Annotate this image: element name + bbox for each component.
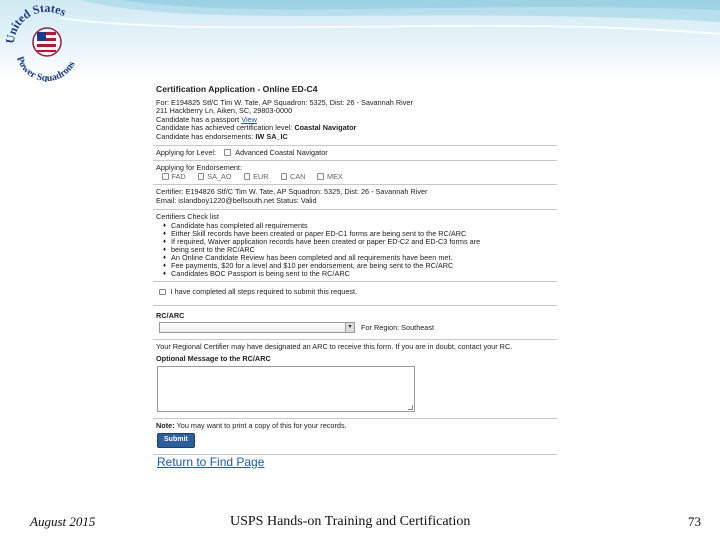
level-value: Coastal Navigator: [294, 123, 357, 133]
applicant-for-line: For: E194825 Stf/C Tim W. Tate, AP Squadron: 5325, Dist: 26 - Savannah River: [156, 97, 413, 107]
confirm-row: [156, 288, 557, 297]
region-text: For Region: Southeast: [361, 322, 435, 332]
endorsements-value: IW SA_IC: [255, 131, 288, 141]
regional-note: Your Regional Certifier may have designated an ARC to receive this form. If you are in doubt, contact your RC.: [156, 342, 513, 352]
divider: [153, 160, 557, 161]
divider: [153, 418, 557, 419]
certifier-line: Certifier: E194826 Stf/C Tim W. Tate, AP Squadron: 5325, Dist: 26 - Savannah River: [156, 187, 428, 197]
submit-button[interactable]: Submit: [157, 433, 195, 448]
checklist-item: ♦ Fee payments, $20 for a level and $10 per endorsement, are being sent to the RC/ARC: [165, 262, 557, 270]
divider: [153, 209, 557, 210]
footer-title: USPS Hands-on Training and Certification: [230, 514, 471, 529]
applying-level-label: Applying for Level:: [156, 147, 217, 157]
checklist-item: ♦ If required, Waiver application records have been created or paper ED-C2 and ED-C3 forms are: [165, 238, 557, 246]
confirm-label: I have completed all steps required to submit this request.: [170, 287, 358, 297]
application-screenshot: [153, 76, 557, 516]
endorsement-checkbox[interactable]: [244, 173, 251, 180]
checklist-item: ♦ Candidates BOC Passport is being sent to the RC/ARC: [165, 270, 557, 278]
message-label: Optional Message to the RC/ARC: [156, 353, 271, 363]
level-checkbox[interactable]: [224, 149, 231, 156]
endorsement-options: [156, 173, 557, 182]
divider: [153, 305, 557, 306]
print-note: You may want to print a copy of this for your records.: [176, 420, 347, 430]
checklist-item-continued: ♦ being sent to the RC/ARC: [165, 246, 557, 254]
confirm-checkbox[interactable]: [159, 289, 166, 296]
endorsement-option[interactable]: EUR: [238, 173, 269, 182]
dropdown-arrow-icon[interactable]: ▾: [345, 323, 354, 332]
return-to-find-page-link[interactable]: Return to Find Page: [157, 454, 265, 469]
checklist-item: ♦ An Online Candidate Review has been completed and all requirements have been met.: [165, 254, 557, 262]
endorsements-label: Candidate has endorsements:: [156, 131, 254, 141]
header-wave-band: [0, 0, 720, 40]
svg-text:Power Squadrons: Power Squadrons: [14, 55, 78, 82]
footer-date: August 2015: [30, 514, 96, 529]
divider: [153, 145, 557, 146]
rc-arc-select[interactable]: [159, 322, 355, 333]
passport-label: Candidate has a passport: [156, 114, 240, 124]
rc-arc-row: [156, 322, 557, 333]
usps-logo: [4, 2, 90, 82]
form-title: Certification Application - Online ED-C4: [156, 84, 318, 94]
level-label: Candidate has achieved certification level:: [156, 123, 293, 133]
divider: [153, 281, 557, 282]
passport-view-link[interactable]: View: [241, 114, 257, 124]
endorsement-checkbox[interactable]: [317, 173, 324, 180]
checklist-item: ♦ Candidate has completed all requirements: [165, 222, 557, 230]
endorsement-checkbox[interactable]: [162, 173, 169, 180]
endorsement-option[interactable]: CAN: [275, 173, 306, 182]
checklist-title: Certifiers Check list: [156, 211, 219, 221]
endorsement-option[interactable]: FAD: [156, 173, 186, 182]
checklist-item: ♦ Either Skill records have been created or paper ED-C1 forms are being sent to the RC/ARC: [165, 230, 557, 238]
endorsement-checkbox[interactable]: [198, 173, 205, 180]
level-option-label: Advanced Coastal Navigator: [235, 147, 328, 157]
endorsement-option[interactable]: MEX: [311, 173, 342, 182]
print-note-row: [156, 422, 557, 431]
svg-text:United States: United States: [4, 2, 69, 45]
rc-arc-label: RC/ARC: [156, 310, 185, 320]
print-note-prefix: Note:: [156, 420, 175, 430]
resize-grip-icon[interactable]: [408, 405, 413, 410]
checklist: [165, 222, 557, 278]
page-number: 73: [688, 514, 701, 529]
divider: [153, 339, 557, 340]
endorsement-checkbox[interactable]: [281, 173, 288, 180]
applying-endorsement-label: Applying for Endorsement:: [156, 163, 242, 173]
endorsement-option[interactable]: SA_AO: [192, 173, 232, 182]
certifier-email-line: Email: islandboy1220@bellsouth.net Status: Valid: [156, 195, 317, 205]
message-textarea[interactable]: [157, 366, 415, 412]
endorsements-row: [156, 133, 557, 142]
applying-level-row: [156, 149, 557, 158]
divider: [153, 184, 557, 185]
applicant-address: 211 Hackberry Ln, Aiken, SC, 29803-0000: [156, 106, 293, 116]
